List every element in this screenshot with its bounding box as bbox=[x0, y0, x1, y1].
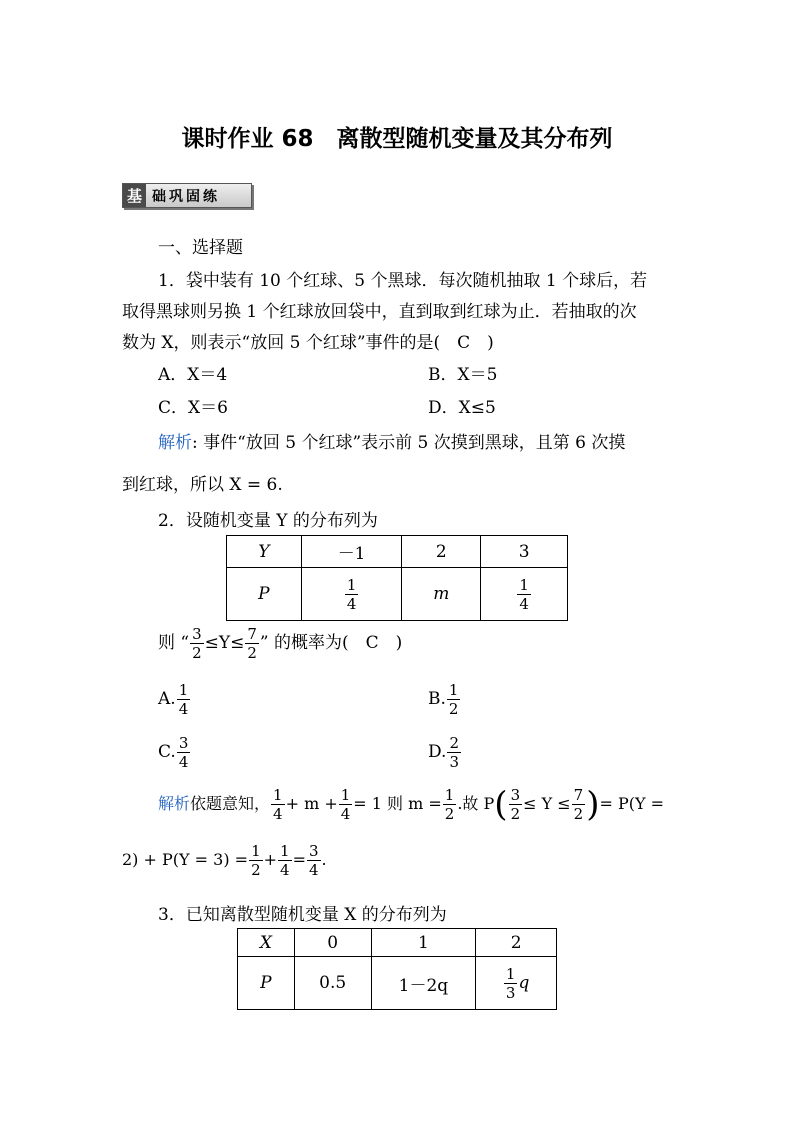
q1-option-c: C．X＝6 bbox=[158, 398, 228, 418]
q3-stem: 3．已知离散型随机变量 X 的分布列为 bbox=[158, 905, 447, 925]
q1-option-d: D．X≤5 bbox=[428, 398, 496, 418]
q3-distribution-table bbox=[237, 928, 557, 1010]
q2-table-head-y: Y bbox=[227, 536, 302, 568]
badge-first-char: 基 bbox=[123, 184, 146, 207]
q2-table-cell-3: $\frac{1}{4}$ bbox=[481, 568, 568, 621]
q2-table-head-1: －1 bbox=[301, 536, 402, 568]
section-heading: 一、选择题 bbox=[158, 238, 243, 258]
q1-line-3: 数为 X，则表示“放回 5 个红球”事件的是( C ) bbox=[122, 333, 494, 353]
q1-option-a: A．X＝4 bbox=[158, 365, 228, 385]
q1-line-1: 1．袋中装有 10 个红球、5 个黑球．每次随机抽取 1 个球后，若 bbox=[158, 271, 648, 291]
q2-stem: 2．设随机变量 Y 的分布列为 bbox=[158, 511, 378, 531]
badge-text: 础巩固练 bbox=[152, 188, 221, 205]
q3-table-row-label: P bbox=[238, 957, 295, 1010]
q1-analysis-text-1: : 事件“放回 5 个红球”表示前 5 次摸到黑球，且第 6 次摸 bbox=[192, 433, 626, 453]
q3-table-cell-0: 0.5 bbox=[294, 957, 371, 1010]
q3-table-cell-1: 1－2q bbox=[371, 957, 476, 1010]
q2-distribution-table bbox=[226, 535, 568, 621]
q1-option-b: B．X＝5 bbox=[428, 365, 498, 385]
q2-question: 则 “ $\frac{3}{2}$ ≤Y≤ $\frac{7}{2}$ ” 的概率为( C ) bbox=[158, 625, 403, 662]
q2-table-cell-1: $\frac{1}{4}$ bbox=[301, 568, 402, 621]
q2-option-c: C. $\frac{3}{4}$ bbox=[158, 734, 189, 771]
q1-analysis-line-2: 到红球，所以 X = 6. bbox=[122, 475, 283, 495]
q2-option-b: B. $\frac{1}{2}$ bbox=[428, 681, 459, 718]
q2-table-row-label: P bbox=[227, 568, 302, 621]
q3-table-head-x: X bbox=[238, 929, 295, 957]
q2-analysis-line-1: 解析依题意知， $\frac{1}{4}$ + m + $\frac{1}{4}$ = 1 则 m = $\frac{1}{2}$ .故 P( $\frac{3}{2}$ ≤ Y ≤ $\frac{7}{2}$ )= P(Y = bbox=[158, 784, 665, 825]
q3-table-head-2: 2 bbox=[476, 929, 557, 957]
section-badge bbox=[122, 183, 252, 208]
q2-table-cell-2: m bbox=[402, 568, 481, 621]
q2-option-a: A. $\frac{1}{4}$ bbox=[158, 681, 189, 718]
q3-table-head-1: 1 bbox=[371, 929, 476, 957]
q2-analysis-line-2: 2) + P(Y = 3) = $\frac{1}{2}$ + $\frac{1}{4}$ = $\frac{3}{4}$ . bbox=[122, 842, 327, 879]
q2-table-head-2: 2 bbox=[402, 536, 481, 568]
q3-table-head-0: 0 bbox=[294, 929, 371, 957]
q2-table-head-3: 3 bbox=[481, 536, 568, 568]
q1-analysis-line-1 bbox=[158, 428, 625, 453]
q1-line-2: 取得黑球则另换 1 个红球放回袋中，直到取到红球为止．若抽取的次 bbox=[122, 302, 637, 322]
q1-analysis-label: 解析 bbox=[158, 433, 192, 453]
page-title: 课时作业 68 离散型随机变量及其分布列 bbox=[181, 126, 613, 152]
q2-option-d: D. $\frac{2}{3}$ bbox=[428, 734, 459, 771]
q3-table-cell-2: $\frac{1}{3}$ q bbox=[476, 957, 557, 1010]
